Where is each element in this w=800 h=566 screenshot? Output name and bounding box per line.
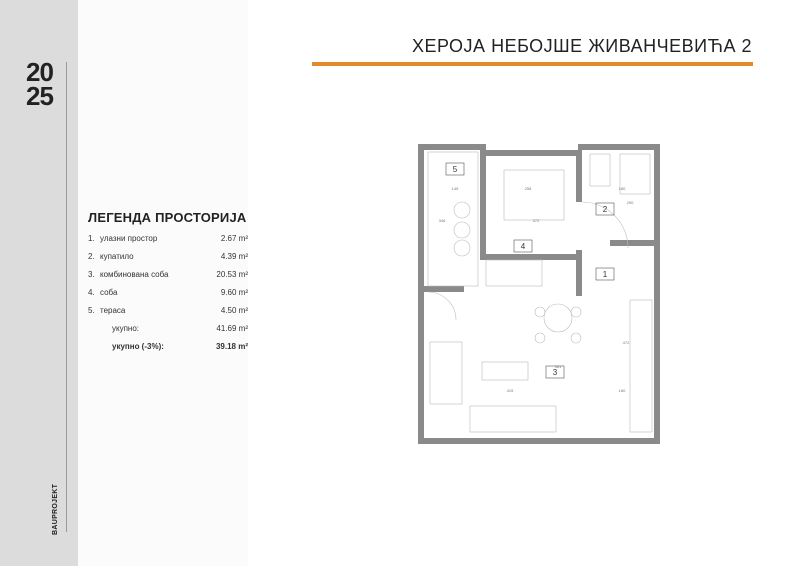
room-number: 1. bbox=[88, 233, 95, 243]
room-area: 4.50 m² bbox=[220, 305, 248, 315]
room-label-3: 3 bbox=[552, 368, 558, 377]
room-area: 4.39 m² bbox=[220, 251, 248, 261]
room-number: 3. bbox=[88, 269, 95, 279]
dimension-label: 290 bbox=[626, 200, 634, 205]
room-number: 2. bbox=[88, 251, 95, 261]
total-area: 41.69 m² bbox=[216, 323, 248, 333]
legend-row bbox=[88, 229, 248, 247]
room-label-5: 5 bbox=[452, 165, 458, 174]
dimension-label: 372 bbox=[532, 218, 540, 223]
room-name: улазни простор bbox=[100, 233, 158, 243]
legend-net-row bbox=[88, 337, 248, 355]
room-number: 5. bbox=[88, 305, 95, 315]
floor-plan bbox=[400, 130, 680, 450]
room-label-2: 2 bbox=[602, 205, 608, 214]
year-bottom: 25 bbox=[26, 81, 53, 111]
vertical-divider bbox=[66, 62, 67, 532]
legend-total-row bbox=[88, 319, 248, 337]
dimension-label: 145 bbox=[451, 186, 459, 191]
room-label-4: 4 bbox=[520, 242, 526, 251]
room-area: 9.60 m² bbox=[220, 287, 248, 297]
room-legend bbox=[88, 210, 248, 355]
legend-row bbox=[88, 247, 248, 265]
dimension-label: 472 bbox=[622, 340, 630, 345]
room-area: 20.53 m² bbox=[216, 269, 248, 279]
room-name: комбинована соба bbox=[100, 269, 169, 279]
dimension-label: 415 bbox=[506, 388, 514, 393]
dimension-label: 361 bbox=[554, 364, 562, 369]
net-area: 39.18 m² bbox=[215, 341, 248, 351]
room-name: тераса bbox=[100, 305, 126, 315]
legend-row bbox=[88, 283, 248, 301]
room-area: 2.67 m² bbox=[220, 233, 248, 243]
legend-row bbox=[88, 301, 248, 319]
dimension-label: 346 bbox=[438, 218, 446, 223]
brand-logo-text: BAUPROJEKT bbox=[52, 483, 59, 535]
room-number: 4. bbox=[88, 287, 95, 297]
legend-row bbox=[88, 265, 248, 283]
page-title: ХЕРОЈА НЕБОЈШЕ ЖИВАНЧЕВИЋА 2 bbox=[411, 36, 752, 56]
dimension-label: 180 bbox=[618, 388, 626, 393]
year-top: 20 bbox=[26, 57, 53, 87]
net-label: укупно (-3%): bbox=[112, 341, 164, 351]
dimension-label: 180 bbox=[618, 186, 626, 191]
total-label: укупно: bbox=[112, 323, 140, 333]
room-label-1: 1 bbox=[602, 270, 608, 279]
legend-title: ЛЕГЕНДА ПРОСТОРИЈА bbox=[88, 210, 247, 225]
dimension-label: 258 bbox=[524, 186, 532, 191]
room-number-boxes bbox=[446, 163, 614, 378]
room-name: соба bbox=[100, 287, 118, 297]
title-accent-line bbox=[312, 62, 753, 66]
room-name: купатило bbox=[100, 251, 134, 261]
year-label bbox=[26, 57, 66, 111]
